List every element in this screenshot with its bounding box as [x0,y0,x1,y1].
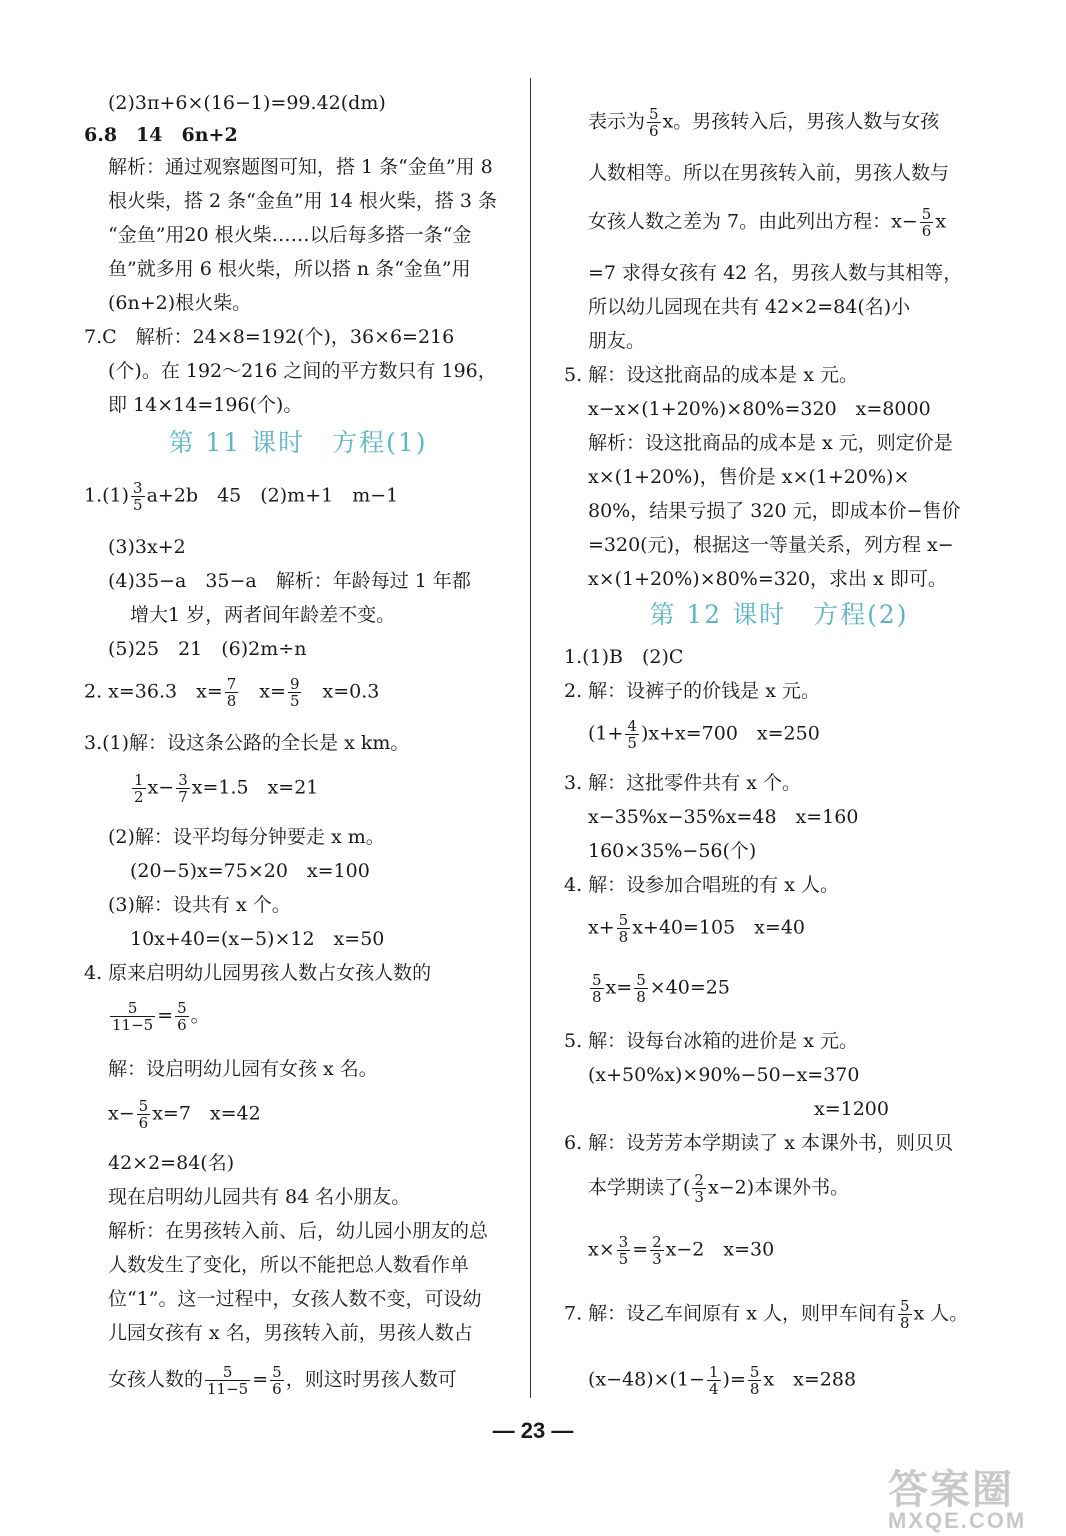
text: x。男孩转入后，男孩人数与女孩 [662,110,940,133]
text: x−2)本课外书。 [707,1176,850,1199]
text: x=0.3 [303,680,380,703]
equation: (x+50%x)×90%−50−x=370 [588,1064,860,1086]
column-divider [530,78,531,1398]
answer-3-2: (2)解：设平均每分钟要走 x m。 [108,826,385,848]
text: )= [722,1368,746,1391]
fraction: $\frac{2}{3}$ [652,1233,662,1268]
fraction: $\frac{1}{4}$ [708,1363,719,1398]
text: ，则这时男孩人数可 [285,1368,457,1391]
text: ×40=25 [649,976,730,999]
text-line: x×(1+20%)×80%=320，求出 x 即可。 [588,568,947,590]
text-line [588,1172,849,1205]
text-line: 儿园女孩有 x 名，男孩转入前，男孩人数占 [108,1322,473,1344]
text: 7. 解：设乙车间原有 x 人，则甲车间有 [564,1302,896,1325]
equation [588,1364,856,1397]
equation [130,772,318,805]
answer-1: 1.(1)B (2)C [564,646,684,668]
fraction: $\frac{7}{8}$ [226,675,237,710]
answer-1-1 [84,480,398,513]
text-line: 即 14×14=196(个)。 [108,394,303,416]
fraction: $\frac{5}{8}$ [899,1297,910,1332]
text-line: 所以幼儿园现在共有 42×2=84(名)小 [588,296,911,318]
text-line [588,206,946,239]
answer-4: 4. 原来启明幼儿园男孩人数占女孩人数的 [84,962,432,984]
equation: x=1200 [814,1098,889,1120]
fraction: $\frac{5}{8}$ [636,971,646,1006]
text-line: 人数相等。所以在男孩转入前，男孩人数与 [588,162,950,184]
answer-3: 3. 解：这批零件共有 x 个。 [564,772,801,794]
equation [588,718,820,751]
answer-4: 4. 解：设参加合唱班的有 x 人。 [564,874,839,896]
answer-7 [564,1298,968,1331]
text: x−2 x=30 [665,1238,775,1261]
answer-7: 7.C 解析：24×8=192(个)，36×6=216 [84,326,455,348]
section-title-lesson-12: 第 12 课时 方程(2) [649,600,909,629]
text-line: 朋友。 [588,330,646,352]
text: x x=288 [763,1368,857,1391]
text: x=7 x=42 [152,1102,261,1125]
text: x× [588,1238,615,1261]
text: 女孩人数的 [108,1368,204,1391]
text-line: 现在启明幼儿园共有 84 名小朋友。 [108,1186,411,1208]
text-line: 解析：设这批商品的成本是 x 元，则定价是 [588,432,953,454]
equation: 10x+40=(x−5)×12 x=50 [130,928,385,950]
fraction: $\frac{5}{6}$ [649,105,659,140]
text: = [157,1004,174,1027]
text: x 人。 [913,1302,969,1325]
fraction: $\frac{5}{11-5}$ [112,999,154,1034]
text-line: 解析：在男孩转入前、后，幼儿园小朋友的总 [108,1220,489,1242]
fraction: $\frac{3}{5}$ [133,479,143,514]
fraction: $\frac{5}{6}$ [177,999,187,1034]
text: (1+ [588,722,624,745]
watermark-domain: MXQE.COM [888,1508,1027,1533]
answer-1-5: (5)25 21 (6)2m÷n [108,638,307,660]
text: x= [605,976,633,999]
text-line: (2)3π+6×(16−1)=99.42(dm) [108,92,386,114]
text-line: =320(元)，根据这一等量关系，列方程 x− [588,534,954,556]
fraction: $\frac{2}{3}$ [694,1171,704,1206]
page-number: — 23 — [492,1418,574,1443]
fraction: $\frac{5}{8}$ [592,971,602,1006]
answer-1-4: (4)35−a 35−a 解析：年龄每过 1 年都 [108,570,471,592]
text: x+ [588,916,615,939]
equation: 160×35%−56(个) [588,840,757,862]
fraction: $\frac{5}{11-5}$ [207,1363,249,1398]
fraction: $\frac{5}{6}$ [138,1097,149,1132]
text-line [108,1364,457,1397]
equation [108,1098,261,1131]
equation: (20−5)x=75×20 x=100 [130,860,370,882]
text: 1.(1) [84,484,130,507]
text-line: x×(1+20%)，售价是 x×(1+20%)× [588,466,910,488]
answer-2 [84,676,379,709]
watermark-logo-text: 答案圈 [888,1468,1014,1512]
fraction: $\frac{9}{5}$ [289,675,300,710]
fraction: $\frac{4}{5}$ [627,717,637,752]
text-line: (6n+2)根火柴。 [108,292,252,314]
fraction: $\frac{1}{2}$ [134,771,144,806]
fraction: $\frac{3}{7}$ [178,771,188,806]
text-line: 人数发生了变化，所以不能把总人数看作单 [108,1254,470,1276]
text: = [632,1238,649,1261]
answer-5: 5. 解：设每台冰箱的进价是 x 元。 [564,1030,858,1052]
text-line: 80%，结果亏损了 320 元，即成本价−售价 [588,500,961,522]
equation [108,1000,210,1033]
fraction: $\frac{5}{6}$ [921,205,932,240]
watermark-logo [888,1468,1048,1533]
text: = [252,1368,269,1391]
text-line: 位“1”。这一过程中，女孩人数不变，可设幼 [108,1288,482,1310]
text: 表示为 [588,110,646,133]
equation: x−x×(1+20%)×80%=320 x=8000 [588,398,931,420]
text-line: 解析：通过观察题图可知，搭 1 条“金鱼”用 8 [108,156,493,178]
fraction: $\frac{3}{5}$ [618,1233,629,1268]
text: x=1.5 x=21 [191,776,319,799]
text-line [588,106,939,139]
answer-2: 2. 解：设裤子的价钱是 x 元。 [564,680,820,702]
text: a+2b 45 (2)m+1 m−1 [146,484,399,507]
answer-6: 6. 解：设芳芳本学期读了 x 本课外书，则贝贝 [564,1132,953,1154]
answer-6: 6.8 14 6n+2 [84,124,238,146]
text: 2. x=36.3 x= [84,680,223,703]
text: )x+x=700 x=250 [640,722,820,745]
text: x− [147,776,175,799]
fraction: $\frac{5}{8}$ [618,911,629,946]
text: x− [108,1102,135,1125]
text: 女孩人数之差为 7。由此列出方程：x− [588,210,918,233]
text-line: “金鱼”用20 根火柴……以后每多搭一条“金 [108,224,472,246]
text-line: 根火柴，搭 2 条“金鱼”用 14 根火柴，搭 3 条 [108,190,498,212]
text-line: (个)。在 192～216 之间的平方数只有 196， [108,360,497,382]
text: 本学期读了( [588,1176,691,1199]
equation: 42×2=84(名) [108,1152,235,1174]
text: (x−48)×(1− [588,1368,705,1391]
answer-1-3: (3)3x+2 [108,536,186,558]
text-line: 增大1 岁，两者间年龄差不变。 [130,604,396,626]
text: x [935,210,947,233]
fraction: $\frac{5}{6}$ [272,1363,282,1398]
text-line: 解：设启明幼儿园有女孩 x 名。 [108,1058,378,1080]
text-line: 鱼”就多用 6 根火柴，所以搭 n 条“金鱼”用 [108,258,471,280]
text-line: =7 求得女孩有 42 名，男孩人数与其相等， [588,262,963,284]
equation [588,972,730,1005]
text: x= [240,680,286,703]
answer-3-3: (3)解：设共有 x 个。 [108,894,291,916]
fraction: $\frac{5}{8}$ [749,1363,760,1398]
text: 。 [190,1004,210,1027]
equation [588,1234,774,1267]
equation: x−35%x−35%x=48 x=160 [588,806,859,828]
answer-5: 5. 解：设这批商品的成本是 x 元。 [564,364,858,386]
text: x+40=105 x=40 [632,916,805,939]
section-title-lesson-11: 第 11 课时 方程(1) [168,428,428,457]
answer-3-1: 3.(1)解：设这条公路的全长是 x km。 [84,732,410,754]
equation [588,912,805,945]
